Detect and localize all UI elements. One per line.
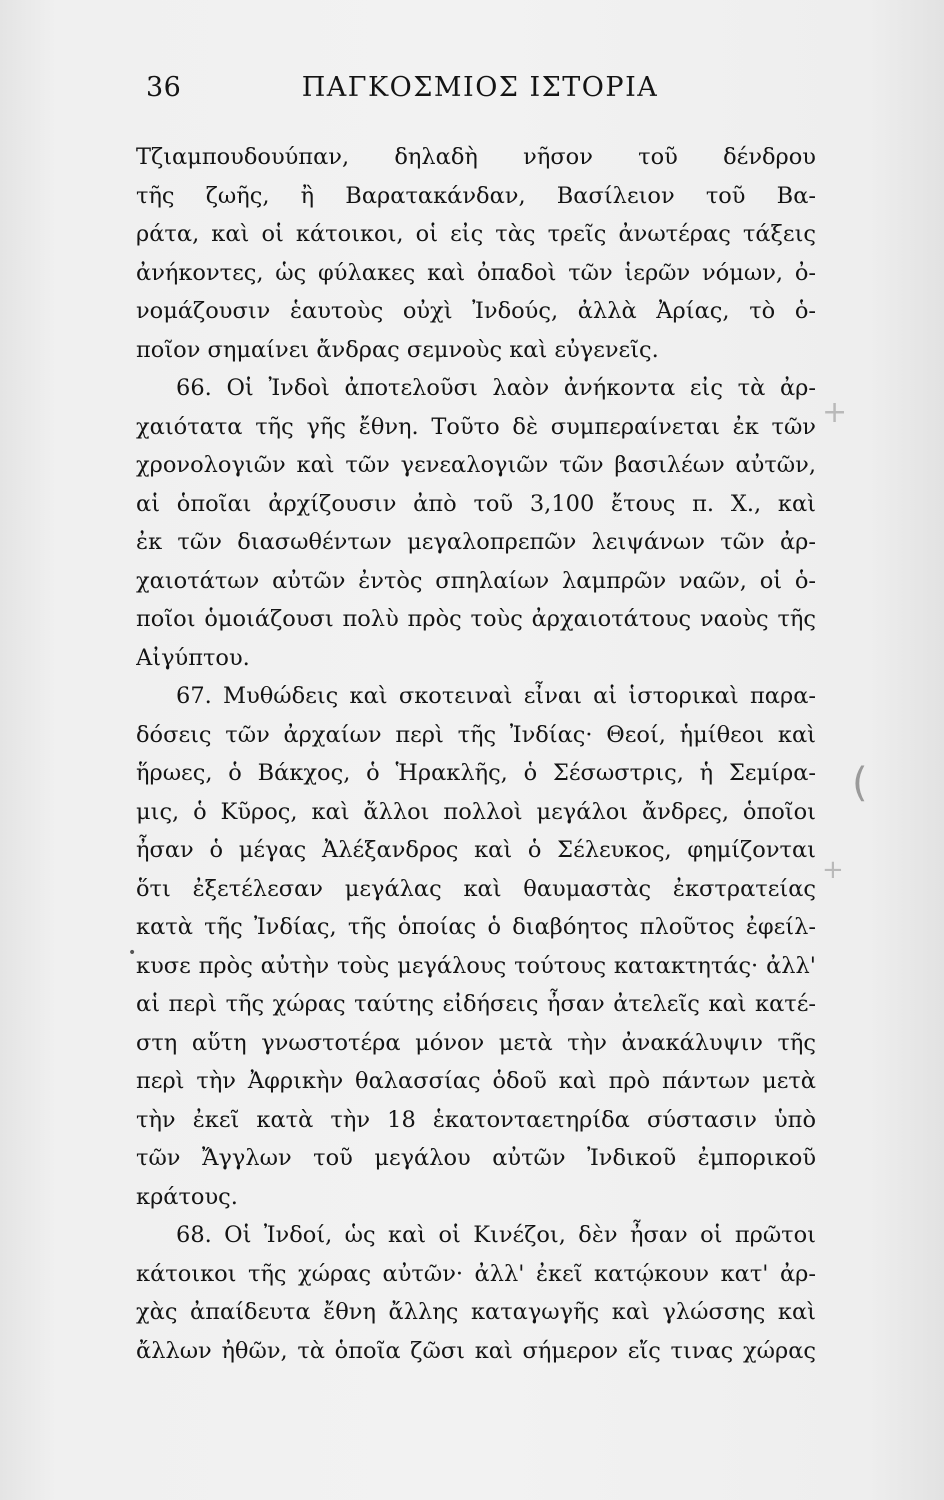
text-line: ἥρωες, ὁ Βάκχος, ὁ Ἡρακλῆς, ὁ Σέσωστρις, ἡ Σεμίρα- [136,760,816,786]
text-line: ἦσαν ὁ μέγας Ἀλέξανδρος καὶ ὁ Σέλευκος, φημίζονται [136,837,816,863]
text-line: δόσεις τῶν ἀρχαίων περὶ τῆς Ἰνδίας· Θεοί, ἡμίθεοι καὶ [136,721,816,748]
body-text [136,138,816,1370]
text-line: ποῖοι ὁμοιάζουσι πολὺ πρὸς τοὺς ἀρχαιοτάτους ναοὺς τῆς [136,606,816,632]
text-line: κυσε πρὸς αὐτὴν τοὺς μεγάλους τούτους κατακτητάς· ἀλλ' [136,952,816,979]
page-number: 36 [146,72,182,103]
running-title: ΠΑΓΚΟΣΜΙΟΣ ΙΣΤΟΡΙΑ [301,72,659,103]
text-line: χὰς ἀπαίδευτα ἔθνη ἄλλης καταγωγῆς καὶ γλώσσης καὶ [136,1299,816,1325]
page-header [0,72,944,112]
paragraph-68-start: 68. Οἱ Ἰνδοί, ὡς καὶ οἱ Κινέζοι, δὲν ἦσαν οἱ πρῶτοι [176,1222,816,1248]
text-line: αἱ ὁποῖαι ἀρχίζουσιν ἀπὸ τοῦ 3,100 ἔτους π. Χ., καὶ [136,490,816,517]
text-line: ἀνήκοντες, ὡς φύλακες καὶ ὀπαδοὶ τῶν ἱερῶν νόμων, ὀ- [136,259,816,286]
text-line: ὅτι ἐξετέλεσαν μεγάλας καὶ θαυμαστὰς ἐκστρατείας [136,875,816,902]
margin-smudge-mark: ( [852,760,868,806]
margin-dot-mark: • [128,945,137,961]
paragraph-67-start: 67. Μυθώδεις καὶ σκοτειναὶ εἶναι αἱ ἱστορικαὶ παρα- [176,683,816,709]
text-line: στη αὕτη γνωστοτέρα μόνον μετὰ τὴν ἀνακάλυψιν τῆς [136,1029,816,1056]
text-line: κράτους. [136,1183,238,1210]
paragraph-66-start: 66. Οἱ Ἰνδοὶ ἀποτελοῦσι λαὸν ἀνήκοντα εἰς τὰ ἀρ- [176,375,816,401]
text-line: κάτοικοι τῆς χώρας αὐτῶν· ἀλλ' ἐκεῖ κατῴκουν κατ' ἀρ- [136,1260,816,1287]
text-line: μις, ὁ Κῦρος, καὶ ἄλλοι πολλοὶ μεγάλοι ἄνδρες, ὁποῖοι [136,798,816,825]
text-line: χαιότατα τῆς γῆς ἔθνη. Τοῦτο δὲ συμπεραίνεται ἐκ τῶν [136,413,816,440]
text-line: νομάζουσιν ἑαυτοὺς οὐχὶ Ἰνδούς, ἀλλὰ Ἀρίας, τὸ ὁ- [136,298,816,324]
text-line: χρονολογιῶν καὶ τῶν γενεαλογιῶν τῶν βασιλέων αὐτῶν, [136,452,816,478]
text-line: ἄλλων ἠθῶν, τὰ ὁποῖα ζῶσι καὶ σήμερον εἴς τινας χώρας [136,1337,816,1364]
bleed-through-mark: + [822,395,848,430]
text-line: ράτα, καὶ οἱ κάτοικοι, οἱ εἰς τὰς τρεῖς ἀνωτέρας τάξεις [136,221,816,247]
text-line: τὴν ἐκεῖ κατὰ τὴν 18 ἑκατονταετηρίδα σύστασιν ὑπὸ [136,1106,816,1133]
text-line: αἱ περὶ τῆς χώρας ταύτης εἰδήσεις ἦσαν ἀτελεῖς καὶ κατέ- [136,991,816,1017]
text-line: ἐκ τῶν διασωθέντων μεγαλοπρεπῶν λειψάνων τῶν ἀρ- [136,529,816,555]
text-line: τῆς ζωῆς, ἢ Βαρατακάνδαν, Βασίλειον τοῦ Βα- [136,182,816,209]
text-line: Τζιαμπουδουύπαν, δηλαδὴ νῆσον τοῦ δένδρου [136,144,816,170]
text-line: τῶν Ἄγγλων τοῦ μεγάλου αὐτῶν Ἰνδικοῦ ἐμπορικοῦ [136,1145,816,1171]
bleed-through-mark: + [822,855,844,885]
text-line: ποῖον σημαίνει ἄνδρας σεμνοὺς καὶ εὐγενεῖς. [136,336,659,363]
text-line: χαιοτάτων αὐτῶν ἐντὸς σπηλαίων λαμπρῶν ναῶν, οἱ ὁ- [136,567,816,594]
text-line: Αἰγύπτου. [136,644,250,671]
text-line: περὶ τὴν Ἀφρικὴν θαλασσίας ὁδοῦ καὶ πρὸ πάντων μετὰ [136,1068,816,1094]
text-line: κατὰ τῆς Ἰνδίας, τῆς ὁποίας ὁ διαβόητος πλοῦτος ἐφείλ- [136,914,816,940]
